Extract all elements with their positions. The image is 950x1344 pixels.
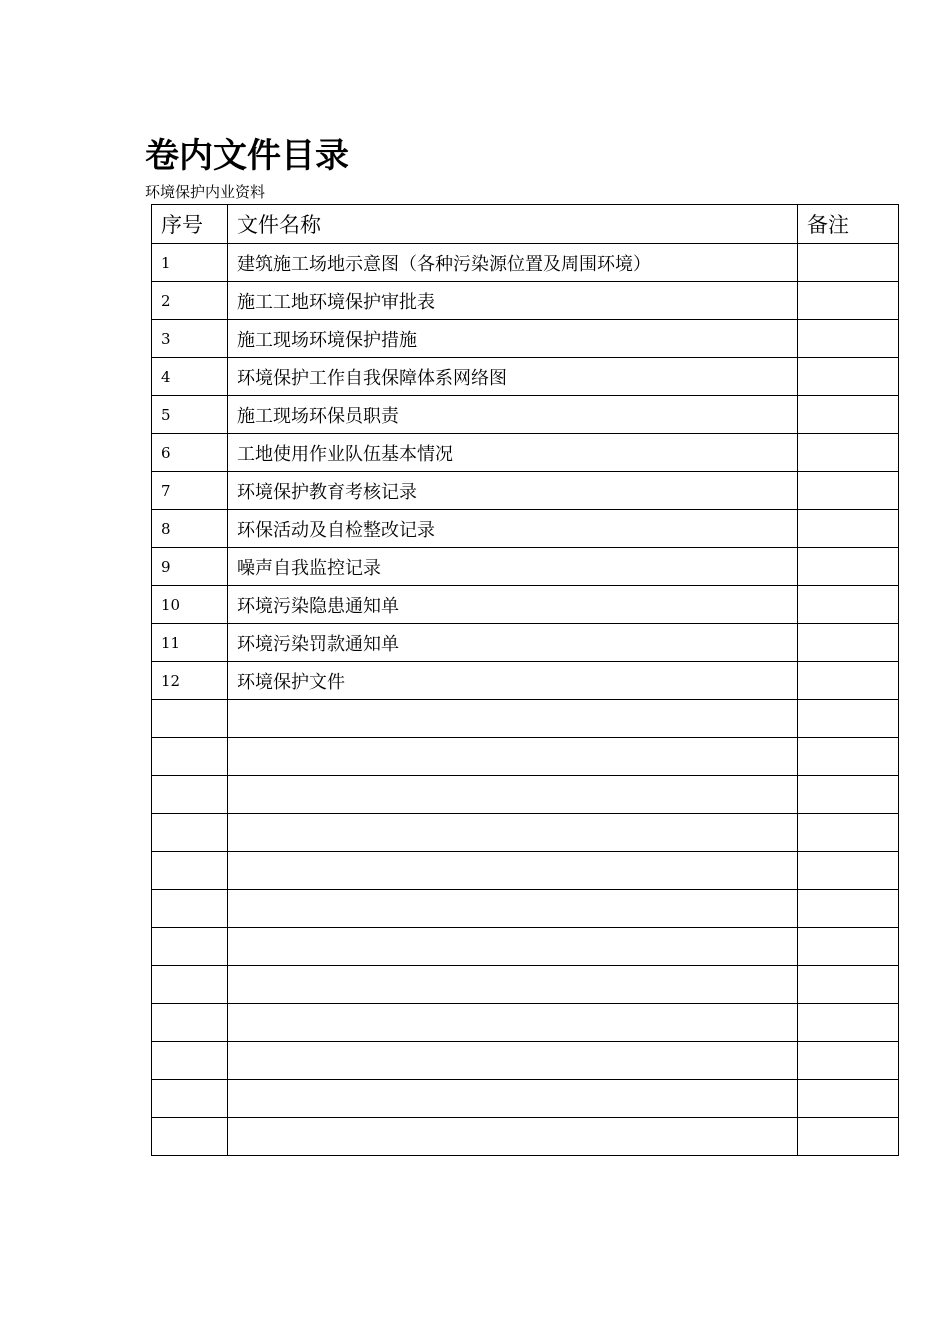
row-remark (798, 548, 899, 586)
row-number: 9 (152, 548, 228, 586)
row-number (152, 966, 228, 1004)
table-row (152, 434, 899, 472)
row-number: 11 (152, 624, 228, 662)
table-row (152, 662, 899, 700)
table-row (152, 776, 899, 814)
table-row (152, 1118, 899, 1156)
row-remark (798, 320, 899, 358)
row-remark (798, 1004, 899, 1042)
header-remark: 备注 (798, 205, 899, 244)
row-remark (798, 852, 899, 890)
row-number: 10 (152, 586, 228, 624)
row-remark (798, 814, 899, 852)
row-number: 2 (152, 282, 228, 320)
table-row (152, 852, 899, 890)
row-number: 8 (152, 510, 228, 548)
row-number: 1 (152, 244, 228, 282)
table-row (152, 1080, 899, 1118)
row-file-name: 施工现场环保员职责 (228, 396, 798, 434)
row-file-name (228, 852, 798, 890)
row-number (152, 890, 228, 928)
row-remark (798, 700, 899, 738)
row-remark (798, 1042, 899, 1080)
row-file-name: 环境保护教育考核记录 (228, 472, 798, 510)
row-number: 3 (152, 320, 228, 358)
row-number (152, 1042, 228, 1080)
row-file-name: 工地使用作业队伍基本情况 (228, 434, 798, 472)
page-title: 卷内文件目录 (145, 136, 349, 176)
header-no: 序号 (152, 205, 228, 244)
row-remark (798, 738, 899, 776)
row-number (152, 928, 228, 966)
table-row (152, 624, 899, 662)
row-number (152, 1118, 228, 1156)
row-file-name: 噪声自我监控记录 (228, 548, 798, 586)
row-file-name (228, 1118, 798, 1156)
row-remark (798, 890, 899, 928)
row-remark (798, 434, 899, 472)
row-file-name: 环境保护文件 (228, 662, 798, 700)
row-remark (798, 586, 899, 624)
table-row (152, 1004, 899, 1042)
table-row (152, 586, 899, 624)
table-row (152, 814, 899, 852)
row-number: 12 (152, 662, 228, 700)
table-row (152, 244, 899, 282)
row-file-name (228, 1080, 798, 1118)
row-file-name: 环境污染罚款通知单 (228, 624, 798, 662)
row-number (152, 700, 228, 738)
row-remark (798, 358, 899, 396)
table-row (152, 966, 899, 1004)
row-file-name: 环境保护工作自我保障体系网络图 (228, 358, 798, 396)
table-row (152, 320, 899, 358)
row-remark (798, 510, 899, 548)
row-number (152, 1004, 228, 1042)
table-row (152, 472, 899, 510)
row-remark (798, 244, 899, 282)
row-remark (798, 282, 899, 320)
table-header-row (152, 205, 899, 244)
row-file-name (228, 738, 798, 776)
row-file-name: 施工现场环境保护措施 (228, 320, 798, 358)
header-file-name: 文件名称 (228, 205, 798, 244)
row-remark (798, 1080, 899, 1118)
row-remark (798, 472, 899, 510)
row-number: 6 (152, 434, 228, 472)
row-number (152, 852, 228, 890)
row-remark (798, 776, 899, 814)
row-file-name (228, 928, 798, 966)
row-file-name (228, 890, 798, 928)
row-number (152, 1080, 228, 1118)
row-remark (798, 1118, 899, 1156)
table-row (152, 282, 899, 320)
document-subtitle: 环境保护内业资料 (145, 183, 266, 201)
row-file-name: 环保活动及自检整改记录 (228, 510, 798, 548)
table-row (152, 700, 899, 738)
row-file-name (228, 776, 798, 814)
row-number: 5 (152, 396, 228, 434)
row-remark (798, 396, 899, 434)
row-remark (798, 966, 899, 1004)
row-number (152, 814, 228, 852)
row-file-name: 环境污染隐患通知单 (228, 586, 798, 624)
table-row (152, 358, 899, 396)
row-file-name (228, 966, 798, 1004)
row-remark (798, 624, 899, 662)
row-file-name: 建筑施工场地示意图（各种污染源位置及周围环境） (228, 244, 798, 282)
file-catalog-table (151, 204, 899, 1156)
table-row (152, 548, 899, 586)
table-row (152, 1042, 899, 1080)
table-row (152, 396, 899, 434)
row-file-name: 施工工地环境保护审批表 (228, 282, 798, 320)
table-row (152, 510, 899, 548)
table-row (152, 928, 899, 966)
row-file-name (228, 700, 798, 738)
row-remark (798, 928, 899, 966)
row-number (152, 776, 228, 814)
table-row (152, 890, 899, 928)
row-number: 7 (152, 472, 228, 510)
table-row (152, 738, 899, 776)
row-file-name (228, 814, 798, 852)
row-number (152, 738, 228, 776)
row-number: 4 (152, 358, 228, 396)
table-body (152, 244, 899, 1156)
row-file-name (228, 1004, 798, 1042)
row-remark (798, 662, 899, 700)
row-file-name (228, 1042, 798, 1080)
